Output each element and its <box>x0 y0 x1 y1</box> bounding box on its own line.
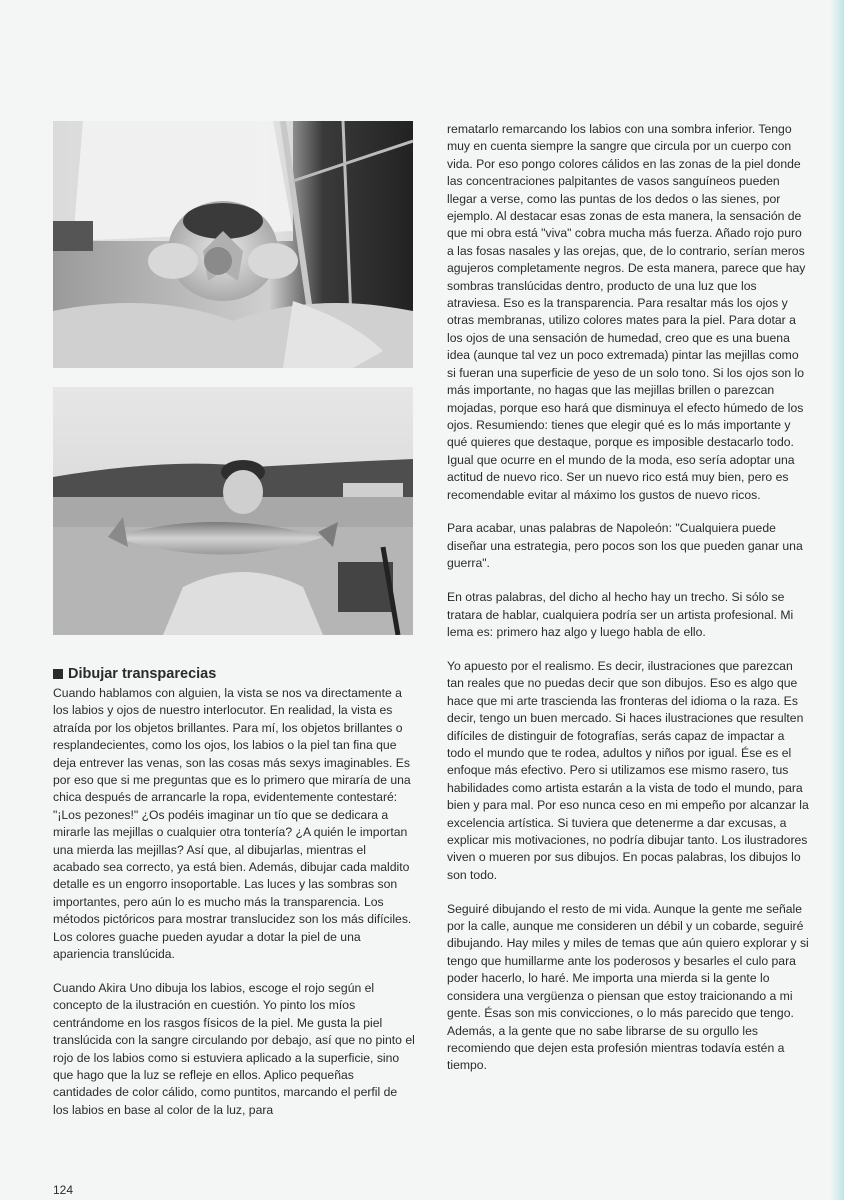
photo-man-with-starfish <box>53 121 413 368</box>
right-text-column <box>447 121 809 1091</box>
page-number: 124 <box>53 1183 74 1197</box>
section-heading-text: Dibujar transparecias <box>68 666 217 682</box>
paragraph: Cuando hablamos con alguien, la vista se nos va directamente a los labios y ojos de nuestro interlocutor. En realidad, la vista es atraída por los objetos brillantes. Para mí, los objetos brillantes o resplandecientes, como los ojos, los labios o la piel tan fina que deja entrever las venas, son las cosas más sexys imaginables. Es por eso que si me preguntas que es lo primero que miraría de una chica después de arrancarle la ropa, evidentemente contestaré: "¡Los pezones!" ¿Os podéis imaginar un tío que se dedicara a mirarle las mejillas o cualquier otra tontería? ¿A quién le importan una mierda las mejillas? Así que, al dibujarlas, mientras el acabado sea correcto, ya está bien. Además, dibujar cada maldito detalle es un engorro insoportable. Las luces y las sombras son importantes, pero aún lo es mucho más la transparencia. Los métodos pictóricos para mostrar translucidez son los más difíciles. Los colores guache pueden ayudar a dotar la piel de una apariencia translúcida. <box>53 686 412 962</box>
page-edge-tint <box>830 0 844 1200</box>
photo-fish-image <box>53 387 413 635</box>
paragraph: rematarlo remarcando los labios con una sombra inferior. Tengo muy en cuenta siempre la sangre que circula por un cuerpo con vida. Por eso pongo colores cálidos en las zonas de la piel donde las concentraciones palpitantes de vasos sanguíneos pueden llegar a verse, como las puntas de los dedos o las sienes, por ejemplo. Al destacar esas zonas de esta manera, la sensación de que mi obra está "viva" cobra mucha más fuerza. Añado rojo puro a las fosas nasales y las orejas, que, de lo contrario, serían meros agujeros completamente negros. De esta manera, parece que hay sombras translúcidas dentro, producto de una luz que los atraviesa. Eso es la transparencia. Para resaltar más los ojos y otras membranas, utilizo colores mates para la piel. Para dotar a los ojos de una sensación de humedad, creo que es una buena idea (aunque tal vez un poco extremada) pintar las mejillas como si fueran una superficie de yeso de un solo tono. Si los ojos son lo más importante, no hagas que las mejillas brillen o parezcan mojadas, porque eso hará que disminuya el efecto húmedo de los ojos. Resumiendo: tienes que elegir qué es lo más importante y qué quieres que destaque, porque es imposible destacarlo todo. Igual que ocurre en el mundo de la moda, eso sería adoptar una actitud de nuevo rico. Ser un nuevo rico está muy bien, pero es recomendable evitar al máximo los gustos de nuevo ricos. <box>447 122 806 502</box>
paragraph: Cuando Akira Uno dibuja los labios, escoge el rojo según el concepto de la ilustración en cuestión. Yo pinto los míos centrándome en los rasgos físicos de la piel. Me gusta la piel translúcida con la sangre circulando por debajo, así que no pinto el rojo de los labios como si estuviera aplicado a la superficie, sino que hago que la luz se refleje en ellos. Aplico pequeñas cantidades de color cálido, como puntitos, marcando el perfil de los labios en base al color de la luz, para <box>53 981 415 1117</box>
photo-starfish-image <box>53 121 413 368</box>
photo-man-with-fish <box>53 387 413 635</box>
square-bullet-icon <box>53 669 63 679</box>
paragraph: Seguiré dibujando el resto de mi vida. Aunque la gente me señale por la calle, aunque me consideren un débil y un cobarde, seguiré dibujando. Hay miles y miles de temas que aún quiero explorar y si tengo que humillarme ante los poderosos y besarles el culo para poder hacerlo, lo haré. Me importa una mierda si la gente lo considera una vergüenza o piensan que estoy traicionando a mi gente. Ésas son mis convicciones, o lo más parecido que tengo. Además, a la gente que no sabe librarse de su orgullo les recomiendo que dejen esta profesión mientras todavía estén a tiempo. <box>447 901 809 1073</box>
left-text-column <box>53 665 415 1136</box>
section-heading <box>53 665 415 683</box>
paragraph: Para acabar, unas palabras de Napoleón: "Cualquiera puede diseñar una estrategia, pero pocos son los que pueden ganar una guerra". <box>447 521 803 571</box>
paragraph: Yo apuesto por el realismo. Es decir, ilustraciones que parezcan tan reales que no puedas decir que son dibujos. Eso es algo que hace que mi arte trascienda las fronteras del idioma o la raza. Es decir, tengo un buen mercado. Si haces ilustraciones que resulten difíciles de distinguir de fotografías, serás capaz de impactar a todo el mundo que te rodea, adultos y niños por igual. Ése es el enfoque más efectivo. Pero si utilizamos ese mismo rasero, tus habilidades como artista estarán a la vista de todo el mundo, para bien y para mal. Por eso nunca ceso en mi empeño por alcanzar la excelencia artística. Si tuviera que detenerme a dar excusas, a explicar mis motivaciones, no podría dibujar tanto. Los ilustradores viven o mueren por sus dibujos. En pocas palabras, los dibujos lo son todo. <box>447 658 809 882</box>
paragraph: En otras palabras, del dicho al hecho hay un trecho. Si sólo se tratara de hablar, cualquiera podría ser un artista profesional. Mi lema es: primero haz algo y luego habla de ello. <box>447 590 794 639</box>
